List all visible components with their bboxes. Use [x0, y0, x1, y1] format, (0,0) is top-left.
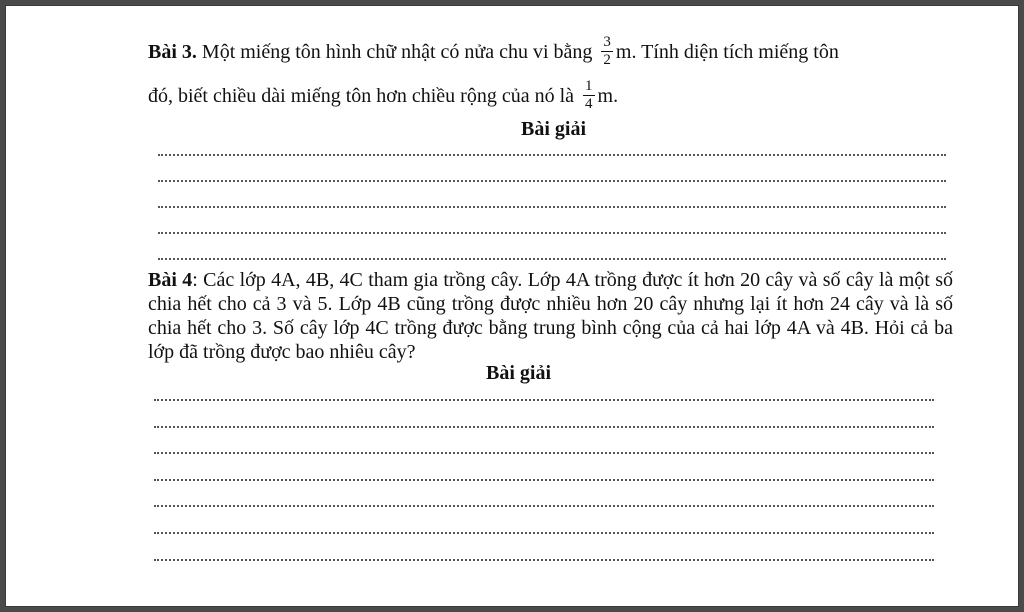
problem-3-solution-heading: Bài giải: [520, 118, 586, 140]
problem-3-label: Bài 3.: [148, 41, 197, 63]
answer-line: [158, 258, 946, 260]
problem-3-statement: [148, 30, 958, 118]
fraction-denominator: 2: [603, 51, 611, 68]
problem-4-statement: [148, 268, 953, 364]
answer-line: [158, 232, 946, 234]
answer-line: [154, 479, 934, 481]
answer-line: [154, 452, 934, 454]
problem-4-label: Bài 4: [148, 269, 193, 291]
answer-line: [154, 426, 934, 428]
answer-line: [154, 399, 934, 401]
problem-4-solution-heading: Bài giải: [485, 362, 551, 384]
answer-line: [158, 180, 946, 182]
document-page: [6, 6, 1018, 606]
fraction-numerator: 1: [585, 77, 593, 94]
fraction-denominator: 4: [585, 95, 593, 112]
answer-line: [154, 559, 934, 561]
problem-3-text-part2: m. Tính diện tích miếng tôn: [615, 41, 839, 63]
problem-3-text-part3: đó, biết chiều dài miếng tôn hơn chiều rộng của nó là: [148, 85, 575, 107]
fraction-half-perimeter: [601, 35, 613, 68]
answer-line: [158, 154, 946, 156]
answer-line: [154, 505, 934, 507]
problem-4-text: : Các lớp 4A, 4B, 4C tham gia trồng cây. Lớp 4A trồng được ít hơn 20 cây và số cây là một số chia hết cho cả 3 và 5. Lớp 4B cũng trồng được nhiều hơn 20 cây nhưng lại ít hơn 24 cây và là số chia hết cho 3. Số cây lớp 4C trồng được bằng trung bình cộng của cả hai lớp 4A và 4B. Hỏi cả ba lớp đã trồng được bao nhiêu cây?: [148, 269, 953, 363]
answer-line: [154, 532, 934, 534]
fraction-numerator: 3: [603, 33, 611, 50]
answer-line: [158, 206, 946, 208]
problem-3-text-part4: m.: [597, 85, 619, 107]
problem-3-text-part1: Một miếng tôn hình chữ nhật có nửa chu vi bằng: [196, 41, 593, 63]
fraction-length-difference: [583, 79, 595, 112]
